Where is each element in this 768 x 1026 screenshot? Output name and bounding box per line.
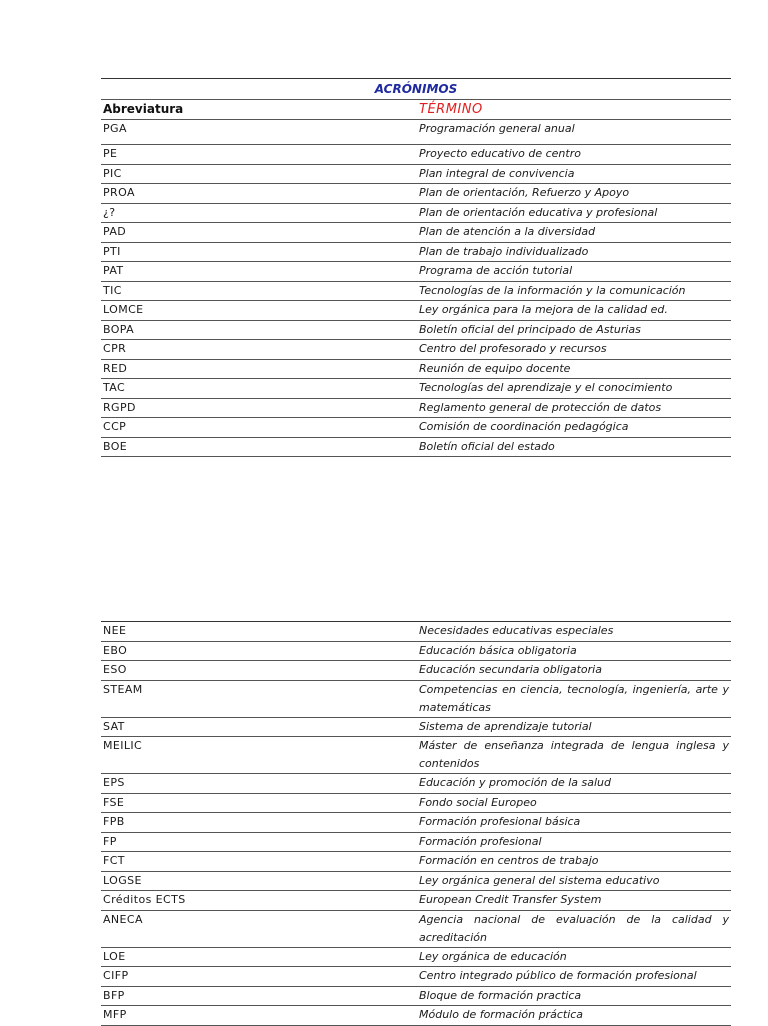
term-cell: Formación en centros de trabajo [417, 852, 731, 872]
abbreviation-cell: PGA [101, 120, 417, 145]
table-row [101, 184, 731, 204]
table-row [101, 813, 731, 833]
term-cell: Reunión de equipo docente [417, 359, 731, 379]
abbreviation-cell: TIC [101, 281, 417, 301]
term-cell: Educación básica obligatoria [417, 641, 731, 661]
term-cell: Plan de trabajo individualizado [417, 242, 731, 262]
term-cell: Tecnologías del aprendizaje y el conocimiento [417, 379, 731, 399]
table-row [101, 891, 731, 911]
abbreviation-cell: PROA [101, 184, 417, 204]
abbreviation-cell: FPB [101, 813, 417, 833]
abbreviation-cell: FSE [101, 793, 417, 813]
abbreviation-cell: BOE [101, 437, 417, 457]
term-cell: Módulo de formación práctica [417, 1006, 731, 1026]
column-header-abbreviation: Abreviatura [101, 100, 417, 120]
term-cell: Agencia nacional de evaluación de la calidad y acreditación [417, 910, 731, 947]
abbreviation-cell: PTI [101, 242, 417, 262]
column-header-term: TÉRMINO [417, 100, 731, 120]
table-row [101, 281, 731, 301]
table-row [101, 680, 731, 717]
abbreviation-cell: LOGSE [101, 871, 417, 891]
abbreviation-cell: BFP [101, 986, 417, 1006]
term-cell: Centro del profesorado y recursos [417, 340, 731, 360]
table-row [101, 622, 731, 642]
table-row [101, 359, 731, 379]
table-title: ACRÓNIMOS [101, 79, 731, 100]
table-row [101, 340, 731, 360]
term-cell: Tecnologías de la información y la comunicación [417, 281, 731, 301]
abbreviation-cell: SAT [101, 717, 417, 737]
table-header-row [101, 100, 731, 120]
term-cell: Ley orgánica para la mejora de la calidad ed. [417, 301, 731, 321]
term-cell: Programa de acción tutorial [417, 262, 731, 282]
abbreviation-cell: PIC [101, 164, 417, 184]
table-row [101, 418, 731, 438]
term-cell: Educación y promoción de la salud [417, 774, 731, 794]
table-row [101, 717, 731, 737]
abbreviation-cell: MEILIC [101, 737, 417, 774]
term-cell: Reglamento general de protección de datos [417, 398, 731, 418]
acronyms-table-continued [101, 621, 731, 1026]
term-cell: Comisión de coordinación pedagógica [417, 418, 731, 438]
table-row [101, 398, 731, 418]
abbreviation-cell: FP [101, 832, 417, 852]
abbreviation-cell: EPS [101, 774, 417, 794]
table-row [101, 242, 731, 262]
table-row [101, 641, 731, 661]
abbreviation-cell: STEAM [101, 680, 417, 717]
table-row [101, 1006, 731, 1026]
abbreviation-cell: LOE [101, 947, 417, 967]
term-cell: Plan integral de convivencia [417, 164, 731, 184]
abbreviation-cell: FCT [101, 852, 417, 872]
table-row [101, 947, 731, 967]
table-row [101, 832, 731, 852]
abbreviation-cell: CPR [101, 340, 417, 360]
abbreviation-cell: RGPD [101, 398, 417, 418]
abbreviation-cell: TAC [101, 379, 417, 399]
abbreviation-cell: PAT [101, 262, 417, 282]
term-cell: Sistema de aprendizaje tutorial [417, 717, 731, 737]
term-cell: Plan de atención a la diversidad [417, 223, 731, 243]
term-cell: Boletín oficial del estado [417, 437, 731, 457]
term-cell: Ley orgánica de educación [417, 947, 731, 967]
term-cell: Formación profesional [417, 832, 731, 852]
abbreviation-cell: Créditos ECTS [101, 891, 417, 911]
term-cell: Ley orgánica general del sistema educativo [417, 871, 731, 891]
table-row [101, 737, 731, 774]
table-row [101, 910, 731, 947]
table-row [101, 986, 731, 1006]
abbreviation-cell: CIFP [101, 967, 417, 987]
table-row [101, 871, 731, 891]
table-row [101, 437, 731, 457]
abbreviation-cell: PAD [101, 223, 417, 243]
term-cell: Plan de orientación, Refuerzo y Apoyo [417, 184, 731, 204]
table-row [101, 793, 731, 813]
table-row [101, 852, 731, 872]
abbreviation-cell: ¿? [101, 203, 417, 223]
term-cell: European Credit Transfer System [417, 891, 731, 911]
table-row [101, 262, 731, 282]
acronyms-table [101, 78, 731, 457]
term-cell: Centro integrado público de formación profesional [417, 967, 731, 987]
table-row [101, 164, 731, 184]
table-row [101, 774, 731, 794]
table-row [101, 967, 731, 987]
term-cell: Máster de enseñanza integrada de lengua inglesa y contenidos [417, 737, 731, 774]
term-cell: Necesidades educativas especiales [417, 622, 731, 642]
term-cell: Programación general anual [417, 120, 731, 145]
table-row [101, 379, 731, 399]
abbreviation-cell: EBO [101, 641, 417, 661]
abbreviation-cell: LOMCE [101, 301, 417, 321]
table-row [101, 223, 731, 243]
abbreviation-cell: MFP [101, 1006, 417, 1026]
abbreviation-cell: PE [101, 145, 417, 165]
term-cell: Fondo social Europeo [417, 793, 731, 813]
table-row [101, 120, 731, 145]
term-cell: Educación secundaria obligatoria [417, 661, 731, 681]
abbreviation-cell: BOPA [101, 320, 417, 340]
table-row [101, 203, 731, 223]
table-row [101, 320, 731, 340]
term-cell: Proyecto educativo de centro [417, 145, 731, 165]
abbreviation-cell: ESO [101, 661, 417, 681]
term-cell: Bloque de formación practica [417, 986, 731, 1006]
term-cell: Boletín oficial del principado de Asturias [417, 320, 731, 340]
abbreviation-cell: RED [101, 359, 417, 379]
term-cell: Competencias en ciencia, tecnología, ingeniería, arte y matemáticas [417, 680, 731, 717]
table-row [101, 301, 731, 321]
term-cell: Formación profesional básica [417, 813, 731, 833]
abbreviation-cell: NEE [101, 622, 417, 642]
table-row [101, 145, 731, 165]
abbreviation-cell: CCP [101, 418, 417, 438]
table-title-row [101, 79, 731, 100]
term-cell: Plan de orientación educativa y profesional [417, 203, 731, 223]
abbreviation-cell: ANECA [101, 910, 417, 947]
table-row [101, 661, 731, 681]
